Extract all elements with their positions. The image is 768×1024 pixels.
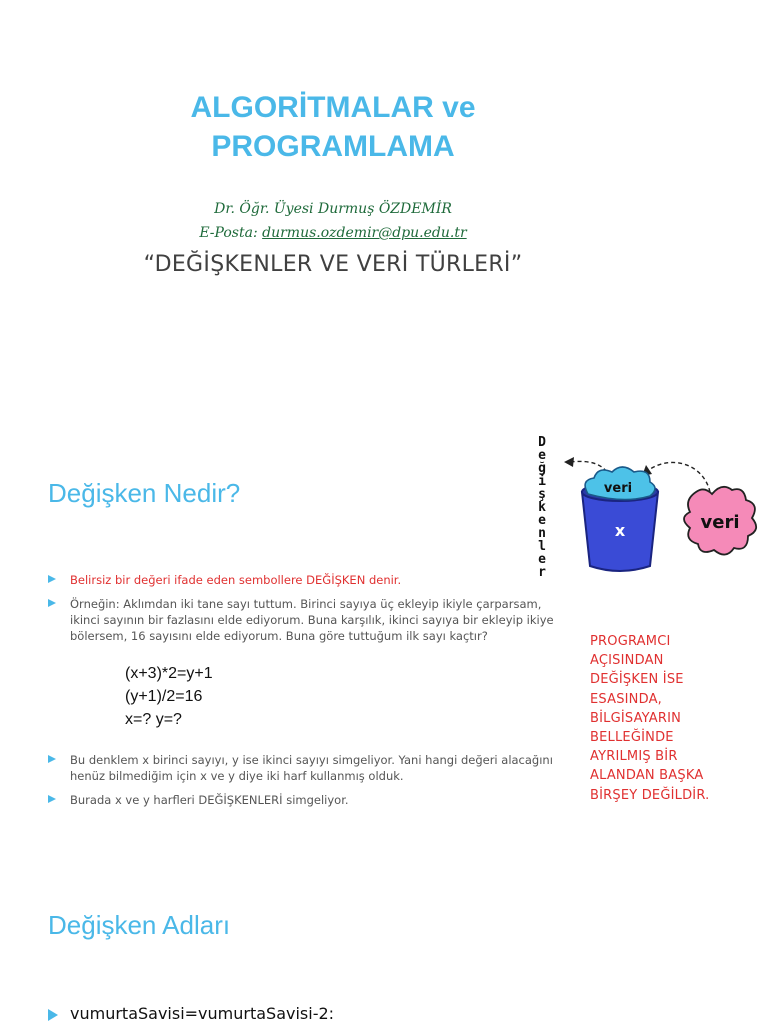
- bullets-top: [48, 572, 558, 652]
- bullet-text: vumurtaSavisi=vumurtaSavisi-2:: [70, 1004, 335, 1023]
- vertical-letter: k: [538, 500, 546, 515]
- bullet-arrow-icon: [48, 1009, 58, 1021]
- equation-line: (x+3)*2=y+1: [125, 665, 213, 682]
- vertical-letter: ğ: [538, 461, 546, 476]
- bullet-text: Bu denklem x birinci sayıyı, y ise ikinci sayıyı simgeliyor. Yani hangi değeri alacağını henüz bilmediğim için x ve y diye iki harf kullanmış olduk.: [70, 753, 553, 783]
- variable-illustration: [528, 432, 768, 580]
- vertical-letter: D: [538, 435, 546, 450]
- callout-line: AYRILMIŞ BİR: [590, 749, 678, 765]
- bullet-arrow-icon: [48, 795, 56, 803]
- title-line-1: ALGORİTMALAR ve: [190, 91, 476, 124]
- email-line: [0, 222, 666, 244]
- email-label: E-Posta:: [199, 225, 258, 241]
- section-heading-variable-names: Değişken Adları: [48, 910, 231, 940]
- bullet-arrow-icon: [48, 575, 56, 583]
- vertical-word: [538, 435, 546, 580]
- bullet-arrow-icon: [48, 755, 56, 763]
- callout-line: ALANDAN BAŞKA: [590, 768, 704, 784]
- bullet-text: Burada x ve y harfleri DEĞİŞKENLERİ simgeliyor.: [70, 793, 349, 807]
- bullet-item: [48, 792, 558, 808]
- bullet-item: [48, 596, 558, 644]
- vertical-letter: l: [538, 539, 546, 554]
- author-name: Dr. Öğr. Üyesi Durmuş ÖZDEMİR: [214, 201, 452, 217]
- section-heading-what-is-variable: Değişken Nedir?: [48, 478, 241, 508]
- callout-line: PROGRAMCI: [590, 634, 671, 649]
- blob-label: veri: [700, 512, 740, 533]
- bullet-text: Belirsiz bir değeri ifade eden sembollere DEĞİŞKEN denir.: [70, 573, 402, 587]
- vertical-letter: e: [538, 552, 546, 567]
- email-link[interactable]: durmus.ozdemir@dpu.edu.tr: [262, 225, 467, 241]
- bullet-text: Örneğin: Aklımdan iki tane sayı tuttum. Birinci sayıya üç ekleyip ikiyle çarparsam, ikinci sayının bir fazlasını elde ediyorum. Buna karşılık, ikinci sayıya bir ekleyip ikiye bölersem, 16 sayısını elde ediyorum. Buna göre tuttuğum ilk sayı kaçtır?: [70, 597, 554, 643]
- callout-line: BİRŞEY DEĞİLDİR.: [590, 787, 710, 803]
- equation-line: (y+1)/2=16: [125, 688, 203, 705]
- vertical-letter: i: [538, 474, 546, 489]
- callout-line: ESASINDA,: [590, 691, 663, 707]
- vertical-letter: r: [538, 565, 546, 580]
- vertical-letter: e: [538, 448, 546, 463]
- cloud-label: veri: [603, 481, 633, 496]
- callout-line: BİLGİSAYARIN: [590, 710, 682, 726]
- programmer-callout: [590, 632, 740, 805]
- title-line-2: PROGRAMLAMA: [211, 130, 455, 163]
- vertical-letter: n: [538, 526, 546, 541]
- bullet-item: [48, 752, 558, 784]
- arrow-head: [564, 457, 574, 467]
- presentation-title: [0, 88, 666, 166]
- bullets-bottom: [48, 752, 558, 816]
- bucket-label: x: [614, 521, 626, 540]
- callout-line: DEĞİŞKEN İSE: [590, 672, 684, 688]
- equations-block: [125, 662, 213, 731]
- presentation-subtitle: “DEĞİŞKENLER VE VERİ TÜRLERİ”: [143, 252, 523, 277]
- vertical-letter: e: [538, 513, 546, 528]
- vertical-letter: ş: [538, 487, 546, 502]
- bullet-item-large: [48, 1004, 334, 1023]
- equation-line: x=? y=?: [125, 711, 182, 728]
- callout-line: BELLEĞİNDE: [590, 730, 674, 746]
- bullet-arrow-icon: [48, 599, 56, 607]
- bullet-item: [48, 572, 558, 588]
- callout-line: AÇISINDAN: [590, 653, 664, 669]
